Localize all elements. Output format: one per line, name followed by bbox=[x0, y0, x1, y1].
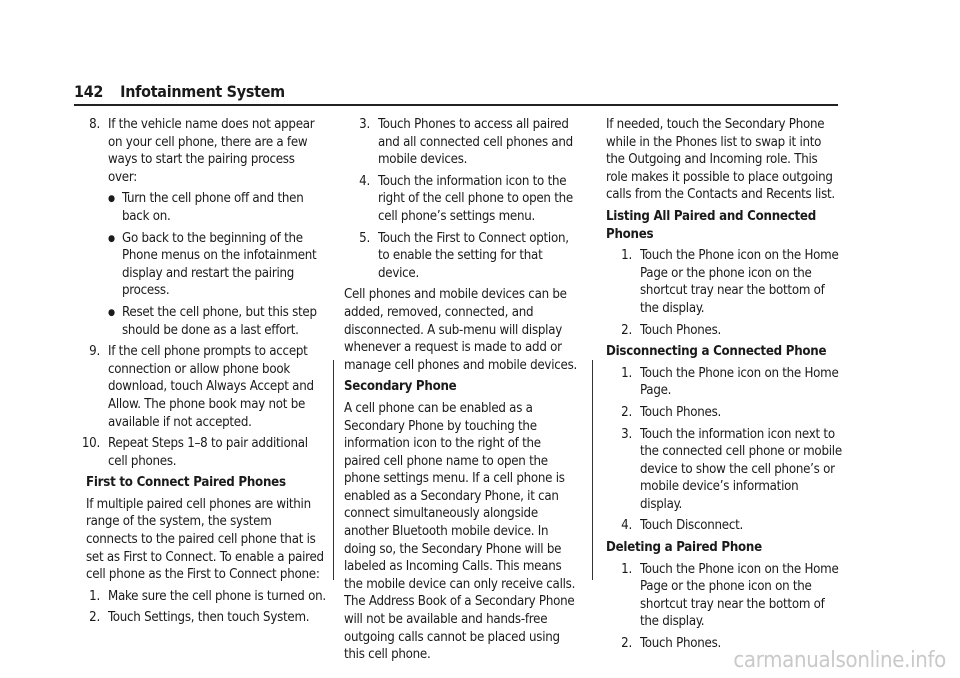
step-text: Touch Phones. bbox=[640, 636, 722, 652]
column-divider bbox=[333, 360, 334, 580]
step-text: Touch Phones. bbox=[640, 404, 722, 420]
step-1 bbox=[606, 561, 842, 631]
step-number: 10. bbox=[81, 436, 100, 452]
step-2 bbox=[606, 322, 842, 340]
paragraph-devices: Cell phones and mobile devices can be added, removed, connected, and disconnected. A sub-menu will display whenever a request is made to add or manage cell phones and mobile devices. bbox=[344, 287, 578, 373]
heading-listing: Listing All Paired and Connected Phones bbox=[606, 208, 816, 242]
step-text: Repeat Steps 1–8 to pair additional cell phones. bbox=[108, 436, 308, 469]
bullet-icon: ● bbox=[108, 307, 115, 318]
step-number: 1. bbox=[621, 561, 632, 577]
column-1 bbox=[74, 116, 326, 627]
step-text: Touch Phones to access all paired and all connected cell phones and mobile devices. bbox=[378, 117, 573, 168]
step-5 bbox=[344, 230, 580, 283]
step-3 bbox=[606, 426, 842, 514]
column-3 bbox=[606, 116, 842, 653]
step-text: If the vehicle name does not appear on your cell phone, there are a few ways to start the pairing process over: bbox=[108, 117, 315, 185]
step-number: 8. bbox=[89, 117, 100, 132]
watermark: carmanualsonline.info bbox=[733, 648, 946, 673]
header-rule bbox=[74, 104, 838, 106]
bullet-item bbox=[74, 190, 326, 225]
step-number: 5. bbox=[359, 230, 370, 246]
paragraph-swap: If needed, touch the Secondary Phone while in the Phones list to swap it into the Outgoing and Incoming role. This role makes it possible to place outgoing calls from the Contacts and Recents list. bbox=[606, 117, 835, 203]
step-number: 3. bbox=[359, 117, 370, 132]
bullet-icon: ● bbox=[108, 233, 115, 244]
bullet-item bbox=[74, 304, 326, 339]
step-number: 1. bbox=[621, 365, 632, 381]
step-number: 2. bbox=[621, 636, 632, 652]
step-10 bbox=[74, 435, 326, 470]
step-text: Touch the Phone icon on the Home Page. bbox=[640, 365, 839, 399]
step-number: 2. bbox=[621, 322, 632, 338]
bullet-item bbox=[74, 230, 326, 300]
step-text: Touch Phones. bbox=[640, 322, 722, 338]
step-1 bbox=[74, 588, 326, 606]
step-number: 9. bbox=[89, 344, 100, 360]
step-1 bbox=[606, 365, 842, 400]
step-text: Touch Settings, then touch System. bbox=[108, 610, 310, 626]
step-2 bbox=[74, 609, 326, 627]
section-title: Infotainment System bbox=[120, 82, 285, 101]
heading-deleting: Deleting a Paired Phone bbox=[606, 540, 762, 556]
step-number: 1. bbox=[621, 248, 632, 264]
step-text: Touch Disconnect. bbox=[640, 518, 744, 534]
step-text: Touch the Phone icon on the Home Page or the phone icon on the shortcut tray near the bottom of the display. bbox=[640, 248, 839, 316]
step-2 bbox=[606, 404, 842, 422]
step-number: 4. bbox=[359, 173, 370, 189]
bullet-text: Turn the cell phone off and then back on. bbox=[122, 191, 304, 224]
step-8 bbox=[74, 116, 326, 186]
heading-first-to-connect: First to Connect Paired Phones bbox=[86, 475, 286, 491]
step-text: Touch the information icon to the right of the cell phone to open the cell phone’s settings menu. bbox=[378, 173, 573, 224]
step-3 bbox=[344, 116, 580, 169]
page-number: 142 bbox=[74, 82, 104, 101]
step-number: 4. bbox=[621, 518, 632, 534]
step-4 bbox=[344, 173, 580, 226]
column-divider bbox=[592, 360, 593, 580]
bullet-text: Go back to the beginning of the Phone menus on the infotainment display and restart the pairing process. bbox=[122, 230, 317, 299]
bullet-text: Reset the cell phone, but this step should be done as a last effort. bbox=[122, 304, 317, 338]
step-text: Touch the Phone icon on the Home Page or the phone icon on the shortcut tray near the bottom of the display. bbox=[640, 561, 839, 630]
step-1 bbox=[606, 247, 842, 317]
paragraph-first-to-connect: If multiple paired cell phones are within range of the system, the system connects to the paired cell phone that is set as First to Connect. To enable a paired cell phone as the First to Connect phone: bbox=[86, 496, 324, 583]
step-number: 1. bbox=[89, 588, 100, 604]
step-text: If the cell phone prompts to accept connection or allow phone book download, touch Always Accept and Allow. The phone book may not be available if not accepted. bbox=[108, 344, 314, 430]
page-header bbox=[74, 82, 285, 101]
step-text: Make sure the cell phone is turned on. bbox=[108, 588, 326, 604]
paragraph-secondary-phone: A cell phone can be enabled as a Secondary Phone by touching the information icon to the right of the paired cell phone name to open the phone settings menu. If a cell phone is enabled as a Secondary Phone, it can connect simultaneously alongside another Bluetooth mobile device. In doing so, the Secondary Phone will be labeled as Incoming Calls. This means the mobile device can only receive calls. The Address Book of a Secondary Phone will not be available and hands-free outgoing calls cannot be placed using this cell phone. bbox=[344, 400, 576, 663]
heading-secondary-phone: Secondary Phone bbox=[344, 379, 457, 395]
step-number: 2. bbox=[89, 610, 100, 626]
step-number: 3. bbox=[621, 426, 632, 442]
bullet-icon: ● bbox=[108, 194, 115, 205]
step-4 bbox=[606, 517, 842, 535]
step-text: Touch the First to Connect option, to enable the setting for that device. bbox=[378, 230, 569, 281]
step-text: Touch the information icon next to the connected cell phone or mobile device to show the cell phone’s or mobile device’s information display. bbox=[640, 426, 842, 512]
heading-disconnecting: Disconnecting a Connected Phone bbox=[606, 344, 827, 360]
column-2 bbox=[344, 116, 580, 664]
step-9 bbox=[74, 343, 326, 431]
step-number: 2. bbox=[621, 404, 632, 420]
